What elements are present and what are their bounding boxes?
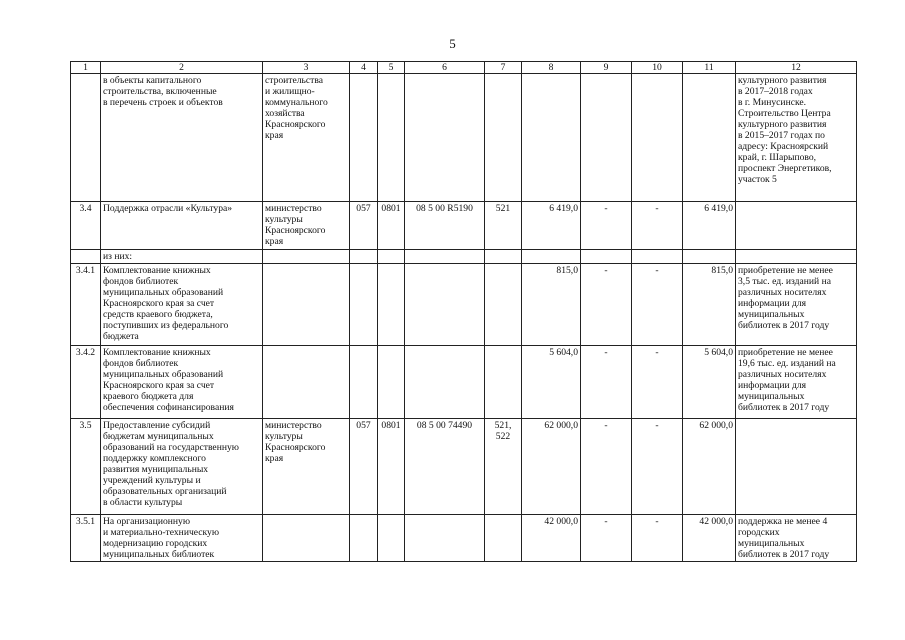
amount-year2-cell: - [632,419,683,515]
table-row [71,419,857,515]
ministry-cell [263,250,350,264]
table-row [71,202,857,250]
column-header: 5 [378,62,405,74]
grbs-code-cell: 057 [350,202,378,250]
column-header: 6 [405,62,485,74]
amount-year1-cell [581,250,632,264]
row-number-cell: 3.5 [71,419,101,515]
ministry-cell [263,346,350,419]
amount-year2-cell: - [632,202,683,250]
ministry-cell [263,515,350,562]
rzpr-code-cell [378,515,405,562]
column-header: 8 [522,62,581,74]
amount-total-cell: 62 000,0 [522,419,581,515]
amount-year3-cell: 6 419,0 [683,202,736,250]
csr-code-cell [405,250,485,264]
column-header: 11 [683,62,736,74]
expected-result-cell: культурного развития в 2017–2018 годах в г. Минусинске. Строительство Центра культурного развития в 2015–2017 годах по адресу: Красноярский край, г. Шарыпово, проспект Энергетиков, участок 5 [736,74,857,202]
ministry-cell [263,264,350,346]
csr-code-cell: 08 5 00 R5190 [405,202,485,250]
vr-code-cell [485,74,522,202]
column-header: 4 [350,62,378,74]
column-header: 2 [101,62,263,74]
amount-year1-cell: - [581,264,632,346]
amount-year2-cell: - [632,346,683,419]
amount-year3-cell: 62 000,0 [683,419,736,515]
csr-code-cell [405,264,485,346]
ministry-cell: министерство культуры Красноярского края [263,419,350,515]
column-header: 12 [736,62,857,74]
amount-year1-cell: - [581,346,632,419]
vr-code-cell: 521, 522 [485,419,522,515]
item-name-cell: из них: [101,250,263,264]
page-number: 5 [449,36,456,51]
column-header: 1 [71,62,101,74]
grbs-code-cell [350,346,378,419]
row-number-cell: 3.5.1 [71,515,101,562]
expected-result-cell: приобретение не менее 19,6 тыс. ед. изданий на различных носителях информации для муниципальных библиотек в 2017 году [736,346,857,419]
amount-total-cell [522,74,581,202]
rzpr-code-cell [378,74,405,202]
amount-year3-cell: 42 000,0 [683,515,736,562]
ministry-cell: министерство культуры Красноярского края [263,202,350,250]
item-name-cell: в объекты капитального строительства, включенные в перечень строек и объектов [101,74,263,202]
item-name-cell: Предоставление субсидий бюджетам муниципальных образований на государственную поддержку комплексного развития муниципальных учреждений культуры и образовательных организаций в области культуры [101,419,263,515]
expected-result-cell [736,202,857,250]
grbs-code-cell [350,74,378,202]
csr-code-cell: 08 5 00 74490 [405,419,485,515]
amount-total-cell: 6 419,0 [522,202,581,250]
column-header: 3 [263,62,350,74]
rzpr-code-cell [378,250,405,264]
row-number-cell: 3.4.2 [71,346,101,419]
rzpr-code-cell: 0801 [378,419,405,515]
amount-year3-cell [683,74,736,202]
item-name-cell: Поддержка отрасли «Культура» [101,202,263,250]
grbs-code-cell: 057 [350,419,378,515]
column-header: 9 [581,62,632,74]
vr-code-cell [485,515,522,562]
csr-code-cell [405,74,485,202]
column-header: 7 [485,62,522,74]
table-row [71,74,857,202]
amount-year3-cell: 815,0 [683,264,736,346]
amount-year1-cell: - [581,515,632,562]
vr-code-cell [485,346,522,419]
expected-result-cell [736,419,857,515]
item-name-cell: Комплектование книжных фондов библиотек муниципальных образований Красноярского края за счет средств краевого бюджета, поступивших из федерального бюджета [101,264,263,346]
amount-year1-cell [581,74,632,202]
amount-year1-cell: - [581,419,632,515]
grbs-code-cell [350,515,378,562]
amount-total-cell: 5 604,0 [522,346,581,419]
item-name-cell: На организационную и материально-техническую модернизацию городских муниципальных библиотек [101,515,263,562]
rzpr-code-cell [378,346,405,419]
expected-result-cell: поддержка не менее 4 городских муниципальных библиотек в 2017 году [736,515,857,562]
table-row [71,264,857,346]
budget-table [70,61,857,562]
amount-year3-cell: 5 604,0 [683,346,736,419]
column-number-row [71,62,857,74]
row-number-cell [71,250,101,264]
column-header: 10 [632,62,683,74]
csr-code-cell [405,346,485,419]
row-number-cell [71,74,101,202]
amount-year3-cell [683,250,736,264]
amount-year2-cell: - [632,515,683,562]
amount-total-cell: 42 000,0 [522,515,581,562]
vr-code-cell: 521 [485,202,522,250]
vr-code-cell [485,264,522,346]
grbs-code-cell [350,250,378,264]
ministry-cell: строительства и жилищно- коммунального хозяйства Красноярского края [263,74,350,202]
amount-total-cell: 815,0 [522,264,581,346]
expected-result-cell: приобретение не менее 3,5 тыс. ед. изданий на различных носителях информации для муниципальных библиотек в 2017 году [736,264,857,346]
csr-code-cell [405,515,485,562]
rzpr-code-cell [378,264,405,346]
grbs-code-cell [350,264,378,346]
amount-total-cell [522,250,581,264]
row-number-cell: 3.4 [71,202,101,250]
item-name-cell: Комплектование книжных фондов библиотек муниципальных образований Красноярского края за счет краевого бюджета для обеспечения софинансирования [101,346,263,419]
table-row [71,250,857,264]
amount-year1-cell: - [581,202,632,250]
table-row [71,346,857,419]
amount-year2-cell [632,250,683,264]
amount-year2-cell: - [632,264,683,346]
row-number-cell: 3.4.1 [71,264,101,346]
rzpr-code-cell: 0801 [378,202,405,250]
amount-year2-cell [632,74,683,202]
vr-code-cell [485,250,522,264]
table-row [71,515,857,562]
expected-result-cell [736,250,857,264]
